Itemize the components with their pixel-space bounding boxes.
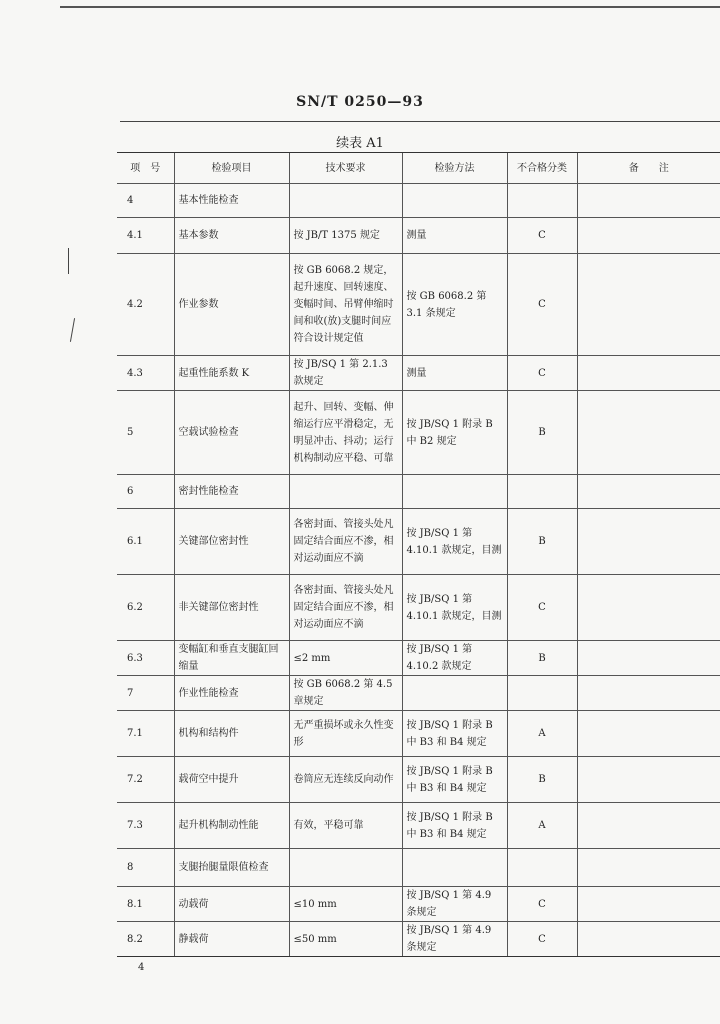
table-cell-class: B bbox=[507, 641, 577, 676]
table-cell-item: 动载荷 bbox=[174, 887, 289, 922]
table-cell-class: C bbox=[507, 254, 577, 356]
table-row bbox=[117, 218, 720, 254]
table-cell-item: 支腿抬腿量限值检查 bbox=[174, 849, 289, 887]
table-row bbox=[117, 254, 720, 356]
table-cell-note bbox=[577, 803, 720, 849]
page-number: 4 bbox=[138, 962, 145, 973]
table-cell-no: 7.2 bbox=[117, 757, 174, 803]
table-cell-note bbox=[577, 254, 720, 356]
column-header: 技术要求 bbox=[289, 153, 402, 184]
table-cell-no: 4.2 bbox=[117, 254, 174, 356]
table-row bbox=[117, 922, 720, 957]
table-row bbox=[117, 757, 720, 803]
table-cell-method: 按 JB/SQ 1 第 4.9 条规定 bbox=[402, 922, 507, 957]
table-row bbox=[117, 184, 720, 218]
table-body bbox=[117, 184, 720, 957]
table-cell-method: 测量 bbox=[402, 218, 507, 254]
table-row bbox=[117, 641, 720, 676]
table-cell-no: 8 bbox=[117, 849, 174, 887]
table-cell-method: 按 JB/SQ 1 第 4.10.1 款规定，目测 bbox=[402, 509, 507, 575]
table-row bbox=[117, 391, 720, 475]
table-cell-class: B bbox=[507, 757, 577, 803]
table-cell-class bbox=[507, 475, 577, 509]
table-cell-method: 按 JB/SQ 1 第 4.9 条规定 bbox=[402, 887, 507, 922]
table-cell-class: C bbox=[507, 575, 577, 641]
table-cell-method: 按 JB/SQ 1 附录 B 中 B3 和 B4 规定 bbox=[402, 711, 507, 757]
table-cell-item: 非关键部位密封性 bbox=[174, 575, 289, 641]
table-cell-item: 空载试验检查 bbox=[174, 391, 289, 475]
table-cell-item: 载荷空中提升 bbox=[174, 757, 289, 803]
table-cell-item: 基本性能检查 bbox=[174, 184, 289, 218]
table-cell-method bbox=[402, 676, 507, 711]
table-cell-note bbox=[577, 218, 720, 254]
table-row bbox=[117, 887, 720, 922]
table-cell-requirement bbox=[289, 184, 402, 218]
table-cell-method: 按 JB/SQ 1 附录 B 中 B2 规定 bbox=[402, 391, 507, 475]
table-cell-note bbox=[577, 391, 720, 475]
table-cell-no: 4.1 bbox=[117, 218, 174, 254]
top-rule bbox=[60, 6, 720, 8]
table-cell-class: C bbox=[507, 922, 577, 957]
table-cell-requirement: 按 JB/SQ 1 第 2.1.3 款规定 bbox=[289, 356, 402, 391]
table-cell-requirement: 各密封面、管接头处凡固定结合面应不渗，相对运动面应不滴 bbox=[289, 575, 402, 641]
table-cell-requirement: ≤50 mm bbox=[289, 922, 402, 957]
table-cell-item: 机构和结构件 bbox=[174, 711, 289, 757]
table-cell-method: 测量 bbox=[402, 356, 507, 391]
table-cell-note bbox=[577, 711, 720, 757]
table-cell-class bbox=[507, 184, 577, 218]
table-cell-item: 基本参数 bbox=[174, 218, 289, 254]
column-header: 检验方法 bbox=[402, 153, 507, 184]
table-cell-no: 5 bbox=[117, 391, 174, 475]
table-cell-requirement: ≤2 mm bbox=[289, 641, 402, 676]
table-cell-class: B bbox=[507, 391, 577, 475]
table-cell-method bbox=[402, 849, 507, 887]
table-cell-no: 6 bbox=[117, 475, 174, 509]
column-header: 项 号 bbox=[117, 153, 174, 184]
table-cell-item: 起重性能系数 K bbox=[174, 356, 289, 391]
table-row bbox=[117, 803, 720, 849]
table-row bbox=[117, 475, 720, 509]
table-cell-no: 4.3 bbox=[117, 356, 174, 391]
column-header: 备 注 bbox=[577, 153, 720, 184]
table-caption: 续表 A1 bbox=[336, 136, 384, 151]
table-cell-requirement: 起升、回转、变幅、伸缩运行应平滑稳定，无明显冲击、抖动；运行机构制动应平稳、可靠 bbox=[289, 391, 402, 475]
table-cell-note bbox=[577, 922, 720, 957]
table-cell-requirement: 各密封面、管接头处凡固定结合面应不渗，相对运动面应不滴 bbox=[289, 509, 402, 575]
table-cell-requirement: 卷筒应无连续反向动作 bbox=[289, 757, 402, 803]
table-cell-note bbox=[577, 757, 720, 803]
table-cell-method: 按 JB/SQ 1 第 4.10.2 款规定 bbox=[402, 641, 507, 676]
table-cell-note bbox=[577, 475, 720, 509]
table-cell-class: A bbox=[507, 803, 577, 849]
table-cell-class bbox=[507, 676, 577, 711]
column-header: 不合格分类 bbox=[507, 153, 577, 184]
table-row bbox=[117, 509, 720, 575]
table-cell-class: C bbox=[507, 356, 577, 391]
table-cell-requirement: 按 JB/T 1375 规定 bbox=[289, 218, 402, 254]
table-cell-note bbox=[577, 641, 720, 676]
table-row bbox=[117, 575, 720, 641]
table-cell-requirement: 按 GB 6068.2 规定，起升速度、回转速度、变幅时间、吊臂伸缩时间和收(放)支腿时间应符合设计规定值 bbox=[289, 254, 402, 356]
table-cell-method bbox=[402, 184, 507, 218]
table-cell-method: 按 JB/SQ 1 附录 B 中 B3 和 B4 规定 bbox=[402, 803, 507, 849]
table-cell-item: 作业参数 bbox=[174, 254, 289, 356]
table-cell-no: 6.2 bbox=[117, 575, 174, 641]
table-cell-item: 变幅缸和垂直支腿缸回缩量 bbox=[174, 641, 289, 676]
table-cell-no: 7.3 bbox=[117, 803, 174, 849]
table-cell-method bbox=[402, 475, 507, 509]
table-cell-no: 6.1 bbox=[117, 509, 174, 575]
table-cell-no: 4 bbox=[117, 184, 174, 218]
table-cell-note bbox=[577, 184, 720, 218]
table-cell-class: B bbox=[507, 509, 577, 575]
table-cell-no: 6.3 bbox=[117, 641, 174, 676]
table-cell-requirement: 有效，平稳可靠 bbox=[289, 803, 402, 849]
table-row bbox=[117, 849, 720, 887]
table-cell-no: 8.2 bbox=[117, 922, 174, 957]
table-cell-note bbox=[577, 676, 720, 711]
column-header: 检验项目 bbox=[174, 153, 289, 184]
inspection-table bbox=[117, 152, 720, 957]
table-cell-no: 7 bbox=[117, 676, 174, 711]
table-header-row bbox=[117, 153, 720, 184]
header-rule bbox=[120, 121, 720, 122]
table-cell-note bbox=[577, 887, 720, 922]
table-cell-requirement: 按 GB 6068.2 第 4.5 章规定 bbox=[289, 676, 402, 711]
table-cell-item: 作业性能检查 bbox=[174, 676, 289, 711]
table-row bbox=[117, 711, 720, 757]
table-cell-note bbox=[577, 356, 720, 391]
table-cell-method: 按 GB 6068.2 第 3.1 条规定 bbox=[402, 254, 507, 356]
document-header: SN/T 0250—93 bbox=[296, 94, 424, 110]
table-cell-note bbox=[577, 509, 720, 575]
table-cell-no: 7.1 bbox=[117, 711, 174, 757]
table-cell-note bbox=[577, 849, 720, 887]
table-cell-item: 静载荷 bbox=[174, 922, 289, 957]
table-cell-item: 关键部位密封性 bbox=[174, 509, 289, 575]
table-row bbox=[117, 676, 720, 711]
table-cell-class bbox=[507, 849, 577, 887]
table-cell-method: 按 JB/SQ 1 第 4.10.1 款规定，目测 bbox=[402, 575, 507, 641]
table-cell-class: A bbox=[507, 711, 577, 757]
table-cell-requirement: 无严重损坏或永久性变形 bbox=[289, 711, 402, 757]
table-cell-no: 8.1 bbox=[117, 887, 174, 922]
table-cell-item: 密封性能检查 bbox=[174, 475, 289, 509]
table-cell-requirement bbox=[289, 475, 402, 509]
table-row bbox=[117, 356, 720, 391]
table-cell-class: C bbox=[507, 887, 577, 922]
table-cell-item: 起升机构制动性能 bbox=[174, 803, 289, 849]
margin-mark bbox=[68, 248, 69, 274]
table-cell-requirement bbox=[289, 849, 402, 887]
table-cell-class: C bbox=[507, 218, 577, 254]
margin-mark bbox=[70, 318, 75, 342]
table-cell-method: 按 JB/SQ 1 附录 B 中 B3 和 B4 规定 bbox=[402, 757, 507, 803]
table-cell-requirement: ≤10 mm bbox=[289, 887, 402, 922]
table-cell-note bbox=[577, 575, 720, 641]
